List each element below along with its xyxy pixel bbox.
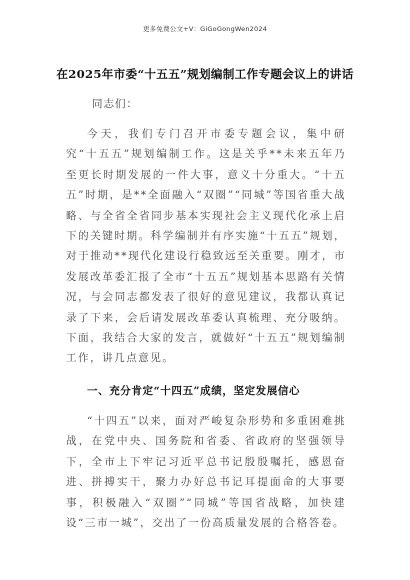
section-heading: 一、充分肯定“十四五”成绩，坚定发展信心 bbox=[87, 384, 301, 397]
body-paragraph: 今天，我们专门召开市委专题会议，集中研究“十五五”规划编制工作。这是关乎**未来五年乃至更长时期发展的一件大事，意义十分重大。“十五五”时期，是**全面融入“双圈”“同城”等国省重大战略、与全省全省同步基本实现社会主义现代化承上启下的关键时期。科学编制并有序实施“十五五”规划，对于推动**现代化建设行稳致远至关重要。刚才，市发展改革委汇报了全市“十五五”规划基本思路有关情况，与会同志都发表了很好的意见建议，我都认真记录了下来，会后请发展改革委认真梳理、充分吸纳。下面，我结合大家的发言，就做好“十五五”规划编制工作，讲几点意见。 bbox=[66, 128, 346, 365]
body-paragraph: “十四五”以来，面对严峻复杂形势和多重困难挑战，在党中央、国务院和省委、省政府的坚强领导下，全市上下牢记习近平总书记殷殷嘱托，感恩奋进、拼搏实干，聚力办好总书记耳提面命的大事要事，积极融入“双圈”“同城”等国省战略，加快建设“三市一城”，交出了一份高质量发展的合格答卷。 bbox=[66, 414, 346, 529]
salutation: 同志们： bbox=[92, 98, 138, 110]
header-note: 更多免费公文+V：GiGoGongWen2024 bbox=[142, 25, 267, 33]
document-body bbox=[66, 94, 346, 533]
document-title: 在2025年市委“十五五”规划编制工作专题会议上的讲话 bbox=[56, 67, 354, 81]
